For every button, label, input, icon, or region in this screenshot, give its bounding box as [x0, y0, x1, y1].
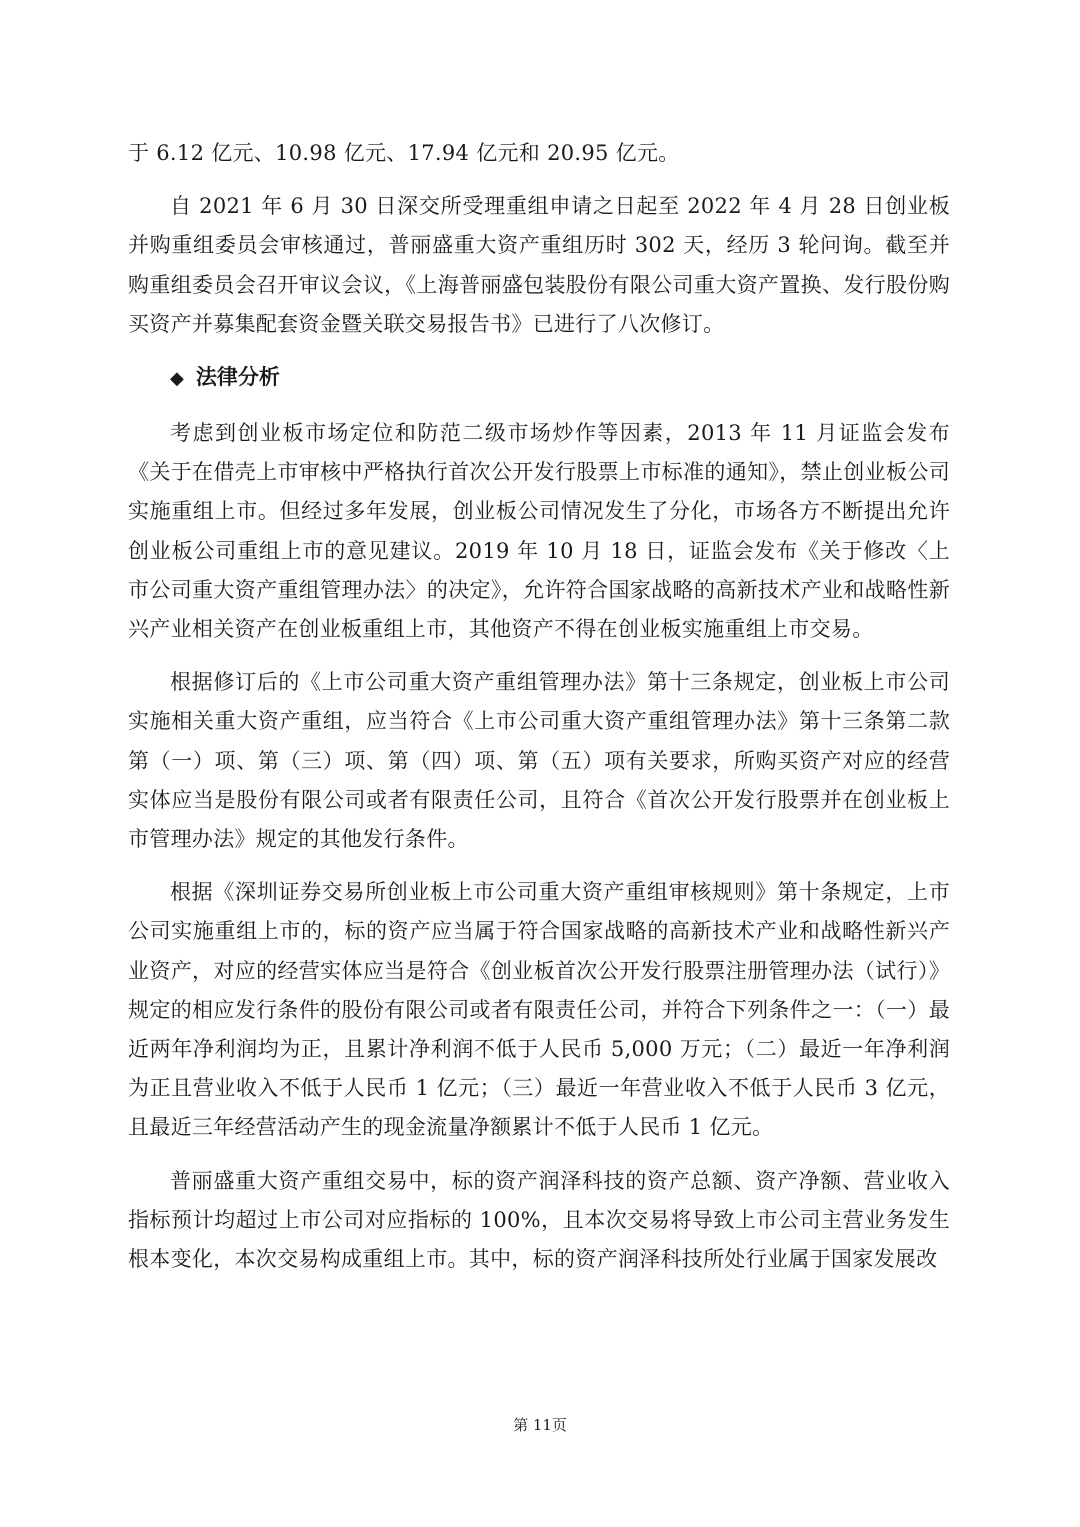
paragraph-article-10: 根据《深圳证券交易所创业板上市公司重大资产重组审核规则》第十条规定，上市公司实施重组上市的，标的资产应当属于符合国家战略的高新技术产业和战略性新兴产业资产，对应的经营实体应当是符合《创业板首次公开发行股票注册管理办法（试行）》规定的相应发行条件的股份有限公司或者有限责任公司，并符合下列条件之一：（一）最近两年净利润均为正，且累计净利润不低于人民币 5,000 万元；（二）最近一年净利润为正且营业收入不低于人民币 1 亿元；（三）最近一年营业收入不低于人民币 3 亿元，且最近三年经营活动产生的现金流量净额累计不低于人民币 1 亿元。 [128, 880, 950, 1140]
section-heading-text: 法律分析 [195, 365, 280, 390]
paragraph-transaction: 普丽盛重大资产重组交易中，标的资产润泽科技的资产总额、资产净额、营业收入指标预计均超过上市公司对应指标的 100%，且本次交易将导致上市公司主营业务发生根本变化，本次交易构成重组上市。其中，标的资产润泽科技所处行业属于国家发展改 [128, 1168, 950, 1272]
paragraph-background: 考虑到创业板市场定位和防范二级市场炒作等因素，2013 年 11 月证监会发布《关于在借壳上市审核中严格执行首次公开发行股票上市标准的通知》，禁止创业板公司实施重组上市。但经过多年发展，创业板公司情况发生了分化，市场各方不断提出允许创业板公司重组上市的意见建议。2019 年 10 月 18 日，证监会发布《关于修改〈上市公司重大资产重组管理办法〉的决定》，允许符合国家战略的高新技术产业和战略性新兴产业相关资产在创业板重组上市，其他资产不得在创业板实施重组上市交易。 [128, 421, 950, 642]
document-body [128, 134, 950, 1293]
paragraph-continuation: 于 6.12 亿元、10.98 亿元、17.94 亿元和 20.95 亿元。 [128, 141, 680, 165]
paragraph-review-timeline: 自 2021 年 6 月 30 日深交所受理重组申请之日起至 2022 年 4 月 28 日创业板并购重组委员会审核通过，普丽盛重大资产重组历时 302 天，经历 3 轮问询。截至并购重组委员会召开审议会议，《上海普丽盛包装股份有限公司重大资产置换、发行股份购买资产并募集配套资金暨关联交易报告书》已进行了八次修订。 [128, 194, 950, 336]
diamond-bullet-icon: ◆ [170, 368, 184, 390]
paragraph-article-13: 根据修订后的《上市公司重大资产重组管理办法》第十三条规定，创业板上市公司实施相关重大资产重组，应当符合《上市公司重大资产重组管理办法》第十三条第二款第（一）项、第（三）项、第（四）项、第（五）项有关要求，所购买资产对应的经营实体应当是股份有限公司或者有限责任公司，且符合《首次公开发行股票并在创业板上市管理办法》规定的其他发行条件。 [128, 670, 950, 852]
section-heading-legal-analysis [170, 358, 950, 398]
page-number: 第 11页 [513, 1416, 567, 1434]
